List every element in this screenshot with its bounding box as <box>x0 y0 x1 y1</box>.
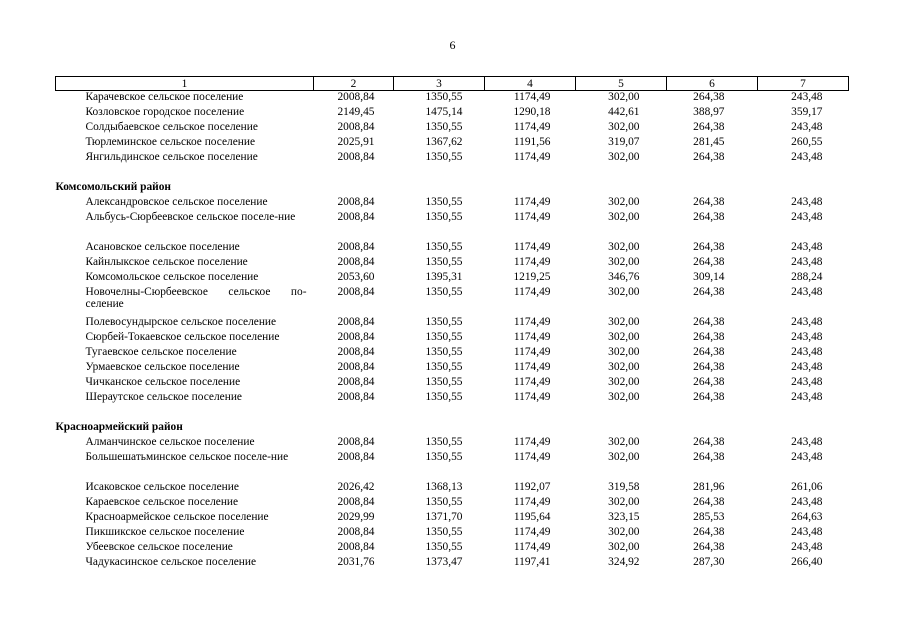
value-col-3: 1350,55 <box>425 121 463 133</box>
value-col-6: 264,38 <box>693 241 725 253</box>
value-col-6: 264,38 <box>693 496 725 508</box>
value-col-6: 264,38 <box>693 256 725 268</box>
data-table <box>55 76 849 571</box>
value-col-4: 1174,49 <box>513 361 551 373</box>
value-col-3: 1350,55 <box>425 541 463 553</box>
spacer-cell <box>56 406 849 421</box>
value-col-3: 1350,55 <box>425 286 463 298</box>
value-col-4: 1174,49 <box>513 391 551 403</box>
value-col-3: 1350,55 <box>425 241 463 253</box>
value-col-4: 1174,49 <box>513 496 551 508</box>
value-col-5: 319,07 <box>608 136 640 148</box>
settlement-name: Козловское городское поселение <box>85 106 245 118</box>
column-header: 7 <box>758 77 849 91</box>
settlement-name: Шераутское сельское поселение <box>85 391 242 403</box>
value-col-2: 2008,84 <box>337 436 375 448</box>
value-col-6: 264,38 <box>693 196 725 208</box>
value-col-7: 243,48 <box>791 256 823 268</box>
value-col-7: 243,48 <box>791 376 823 388</box>
table-row <box>56 376 849 391</box>
value-col-3: 1350,55 <box>425 316 463 328</box>
value-col-2: 2008,84 <box>337 376 375 388</box>
value-col-4: 1174,49 <box>513 331 551 343</box>
table-row <box>56 541 849 556</box>
value-col-2: 2008,84 <box>337 346 375 358</box>
settlement-name: Карачевское сельское поселение <box>85 91 244 103</box>
settlement-name: Большешатьминское сельское поселе-ние <box>85 451 289 463</box>
table-row <box>56 121 849 136</box>
column-header: 6 <box>667 77 758 91</box>
column-header: 1 <box>56 77 314 91</box>
value-col-3: 1350,55 <box>425 196 463 208</box>
district-heading-row <box>56 421 849 436</box>
table-row <box>56 256 849 271</box>
value-col-7: 243,48 <box>791 526 823 538</box>
settlement-name: Кайнлыкское сельское поселение <box>85 256 248 268</box>
spacer-cell <box>56 166 849 181</box>
value-col-2: 2149,45 <box>337 106 375 118</box>
value-col-6: 281,96 <box>693 481 725 493</box>
value-col-4: 1174,49 <box>513 211 551 223</box>
value-col-5: 302,00 <box>608 451 640 463</box>
value-col-7: 243,48 <box>791 286 823 298</box>
value-col-6: 264,38 <box>693 346 725 358</box>
value-col-4: 1174,49 <box>513 316 551 328</box>
value-col-6: 264,38 <box>693 376 725 388</box>
table-row <box>56 361 849 376</box>
table-row <box>56 136 849 151</box>
settlement-name: Янгильдинское сельское поселение <box>85 151 258 163</box>
value-col-2: 2008,84 <box>337 541 375 553</box>
value-col-5: 302,00 <box>608 496 640 508</box>
table-row <box>56 346 849 361</box>
settlement-name: Чадукасинское сельское поселение <box>85 556 257 568</box>
value-col-5: 302,00 <box>608 361 640 373</box>
settlement-name: Новочелны-Сюрбеевское сельское по-селение <box>85 286 307 310</box>
value-col-7: 243,48 <box>791 211 823 223</box>
value-col-3: 1350,55 <box>425 256 463 268</box>
table-row <box>56 211 849 241</box>
value-col-7: 243,48 <box>791 541 823 553</box>
table-row <box>56 271 849 286</box>
value-col-5: 302,00 <box>608 151 640 163</box>
value-col-4: 1197,41 <box>513 556 551 568</box>
column-header: 4 <box>485 77 576 91</box>
value-col-7: 243,48 <box>791 331 823 343</box>
value-col-3: 1350,55 <box>425 391 463 403</box>
page-number: 6 <box>449 38 456 52</box>
value-col-2: 2029,99 <box>337 511 375 523</box>
value-col-6: 264,38 <box>693 361 725 373</box>
settlement-name: Альбусь-Сюрбеевское сельское поселе-ние <box>85 211 296 223</box>
value-col-3: 1350,55 <box>425 211 463 223</box>
value-col-4: 1174,49 <box>513 151 551 163</box>
value-col-5: 442,61 <box>608 106 640 118</box>
value-col-4: 1174,49 <box>513 526 551 538</box>
value-col-6: 264,38 <box>693 541 725 553</box>
table-row <box>56 331 849 346</box>
value-col-2: 2053,60 <box>337 271 375 283</box>
value-col-3: 1371,70 <box>425 511 463 523</box>
value-col-3: 1373,47 <box>425 556 463 568</box>
value-col-4: 1174,49 <box>513 91 551 103</box>
value-col-5: 302,00 <box>608 391 640 403</box>
value-col-7: 243,48 <box>791 91 823 103</box>
value-col-5: 302,00 <box>608 241 640 253</box>
value-col-7: 243,48 <box>791 391 823 403</box>
settlement-name: Караевское сельское поселение <box>85 496 239 508</box>
value-col-2: 2031,76 <box>337 556 375 568</box>
value-col-2: 2008,84 <box>337 331 375 343</box>
value-col-5: 302,00 <box>608 211 640 223</box>
value-col-4: 1191,56 <box>513 136 551 148</box>
value-col-7: 243,48 <box>791 451 823 463</box>
column-header: 5 <box>576 77 667 91</box>
value-col-2: 2008,84 <box>337 391 375 403</box>
value-col-5: 324,92 <box>608 556 640 568</box>
value-col-3: 1350,55 <box>425 376 463 388</box>
value-col-7: 243,48 <box>791 316 823 328</box>
value-col-7: 243,48 <box>791 361 823 373</box>
value-col-4: 1192,07 <box>513 481 551 493</box>
value-col-4: 1174,49 <box>513 286 551 298</box>
value-col-3: 1367,62 <box>425 136 463 148</box>
table-row <box>56 286 849 316</box>
value-col-4: 1174,49 <box>513 436 551 448</box>
column-number-row <box>56 77 849 91</box>
value-col-2: 2008,84 <box>337 241 375 253</box>
value-col-2: 2008,84 <box>337 196 375 208</box>
value-col-3: 1350,55 <box>425 331 463 343</box>
value-col-7: 243,48 <box>791 121 823 133</box>
settlement-name: Урмаевское сельское поселение <box>85 361 240 373</box>
table-row <box>56 196 849 211</box>
table-row <box>56 451 849 481</box>
value-col-6: 287,30 <box>693 556 725 568</box>
value-col-2: 2008,84 <box>337 211 375 223</box>
value-col-3: 1350,55 <box>425 436 463 448</box>
table-row <box>56 241 849 256</box>
value-col-4: 1174,49 <box>513 256 551 268</box>
value-col-5: 302,00 <box>608 316 640 328</box>
value-col-2: 2026,42 <box>337 481 375 493</box>
table-row <box>56 91 849 107</box>
value-col-5: 346,76 <box>608 271 640 283</box>
table-row <box>56 511 849 526</box>
value-col-7: 266,40 <box>791 556 823 568</box>
value-col-6: 388,97 <box>693 106 725 118</box>
settlement-name: Тюрлеминское сельское поселение <box>85 136 256 148</box>
value-col-7: 243,48 <box>791 241 823 253</box>
table-row <box>56 481 849 496</box>
value-col-2: 2008,84 <box>337 121 375 133</box>
value-col-7: 261,06 <box>791 481 823 493</box>
settlement-name: Александровское сельское поселение <box>85 196 268 208</box>
value-col-3: 1368,13 <box>425 481 463 493</box>
value-col-7: 260,55 <box>791 136 823 148</box>
value-col-4: 1195,64 <box>513 511 551 523</box>
table-body <box>56 91 849 572</box>
value-col-4: 1174,49 <box>513 121 551 133</box>
value-col-3: 1350,55 <box>425 346 463 358</box>
value-col-6: 264,38 <box>693 211 725 223</box>
value-col-4: 1174,49 <box>513 376 551 388</box>
value-col-3: 1350,55 <box>425 91 463 103</box>
table-row <box>56 391 849 406</box>
table-row <box>56 526 849 541</box>
value-col-5: 302,00 <box>608 286 640 298</box>
settlement-name: Солдыбаевское сельское поселение <box>85 121 258 133</box>
value-col-7: 264,63 <box>791 511 823 523</box>
value-col-3: 1475,14 <box>425 106 463 118</box>
value-col-7: 288,24 <box>791 271 823 283</box>
value-col-4: 1174,49 <box>513 241 551 253</box>
table-header <box>56 77 849 91</box>
table-row <box>56 151 849 166</box>
settlement-name: Алманчинское сельское поселение <box>85 436 255 448</box>
settlement-name: Убеевское сельское поселение <box>85 541 233 553</box>
value-col-7: 243,48 <box>791 436 823 448</box>
column-header: 2 <box>314 77 394 91</box>
settlement-name: Комсомольское сельское поселение <box>85 271 259 283</box>
group-spacer <box>56 406 849 421</box>
value-col-2: 2008,84 <box>337 451 375 463</box>
value-col-7: 243,48 <box>791 196 823 208</box>
value-col-3: 1350,55 <box>425 496 463 508</box>
value-col-6: 264,38 <box>693 286 725 298</box>
value-col-6: 264,38 <box>693 391 725 403</box>
value-col-6: 264,38 <box>693 331 725 343</box>
value-col-3: 1350,55 <box>425 526 463 538</box>
settlement-name: Тугаевское сельское поселение <box>85 346 237 358</box>
value-col-4: 1174,49 <box>513 451 551 463</box>
district-heading: Комсомольский район <box>55 181 171 193</box>
value-col-4: 1290,18 <box>513 106 551 118</box>
value-col-6: 309,14 <box>693 271 725 283</box>
value-col-5: 302,00 <box>608 256 640 268</box>
column-header: 3 <box>394 77 485 91</box>
value-col-2: 2008,84 <box>337 316 375 328</box>
value-col-5: 319,58 <box>608 481 640 493</box>
value-col-6: 264,38 <box>693 151 725 163</box>
value-col-6: 285,53 <box>693 511 725 523</box>
value-col-7: 243,48 <box>791 496 823 508</box>
table-row <box>56 316 849 331</box>
value-col-6: 264,38 <box>693 316 725 328</box>
value-col-4: 1174,49 <box>513 541 551 553</box>
settlement-name: Исаковское сельское поселение <box>85 481 239 493</box>
value-col-5: 302,00 <box>608 541 640 553</box>
value-col-2: 2008,84 <box>337 286 375 298</box>
value-col-2: 2008,84 <box>337 496 375 508</box>
table-row <box>56 436 849 451</box>
group-spacer <box>56 166 849 181</box>
value-col-5: 323,15 <box>608 511 640 523</box>
value-col-3: 1395,31 <box>425 271 463 283</box>
value-col-4: 1174,49 <box>513 196 551 208</box>
value-col-5: 302,00 <box>608 121 640 133</box>
value-col-2: 2008,84 <box>337 361 375 373</box>
district-heading-row <box>56 181 849 196</box>
table-row <box>56 496 849 511</box>
settlement-name: Полевосундырское сельское поселение <box>85 316 277 328</box>
value-col-5: 302,00 <box>608 376 640 388</box>
settlement-name: Асановское сельское поселение <box>85 241 240 253</box>
value-col-3: 1350,55 <box>425 361 463 373</box>
settlement-name: Сюрбей-Токаевское сельское поселение <box>85 331 280 343</box>
value-col-6: 264,38 <box>693 526 725 538</box>
value-col-7: 359,17 <box>791 106 823 118</box>
value-col-5: 302,00 <box>608 436 640 448</box>
value-col-2: 2008,84 <box>337 256 375 268</box>
value-col-3: 1350,55 <box>425 451 463 463</box>
district-heading: Красноармейский район <box>55 421 183 433</box>
value-col-2: 2008,84 <box>337 526 375 538</box>
table-row <box>56 556 849 571</box>
value-col-7: 243,48 <box>791 151 823 163</box>
value-col-5: 302,00 <box>608 526 640 538</box>
value-col-5: 302,00 <box>608 196 640 208</box>
value-col-2: 2008,84 <box>337 91 375 103</box>
value-col-2: 2025,91 <box>337 136 375 148</box>
value-col-5: 302,00 <box>608 346 640 358</box>
table-row <box>56 106 849 121</box>
value-col-2: 2008,84 <box>337 151 375 163</box>
value-col-6: 264,38 <box>693 91 725 103</box>
value-col-6: 264,38 <box>693 436 725 448</box>
value-col-3: 1350,55 <box>425 151 463 163</box>
settlement-name: Чичканское сельское поселение <box>85 376 241 388</box>
value-col-7: 243,48 <box>791 346 823 358</box>
value-col-6: 264,38 <box>693 451 725 463</box>
value-col-6: 281,45 <box>693 136 725 148</box>
settlement-name: Красноармейское сельское поселение <box>85 511 269 523</box>
value-col-4: 1219,25 <box>513 271 551 283</box>
settlement-name: Пикшикское сельское поселение <box>85 526 245 538</box>
value-col-5: 302,00 <box>608 331 640 343</box>
value-col-4: 1174,49 <box>513 346 551 358</box>
value-col-5: 302,00 <box>608 91 640 103</box>
value-col-6: 264,38 <box>693 121 725 133</box>
